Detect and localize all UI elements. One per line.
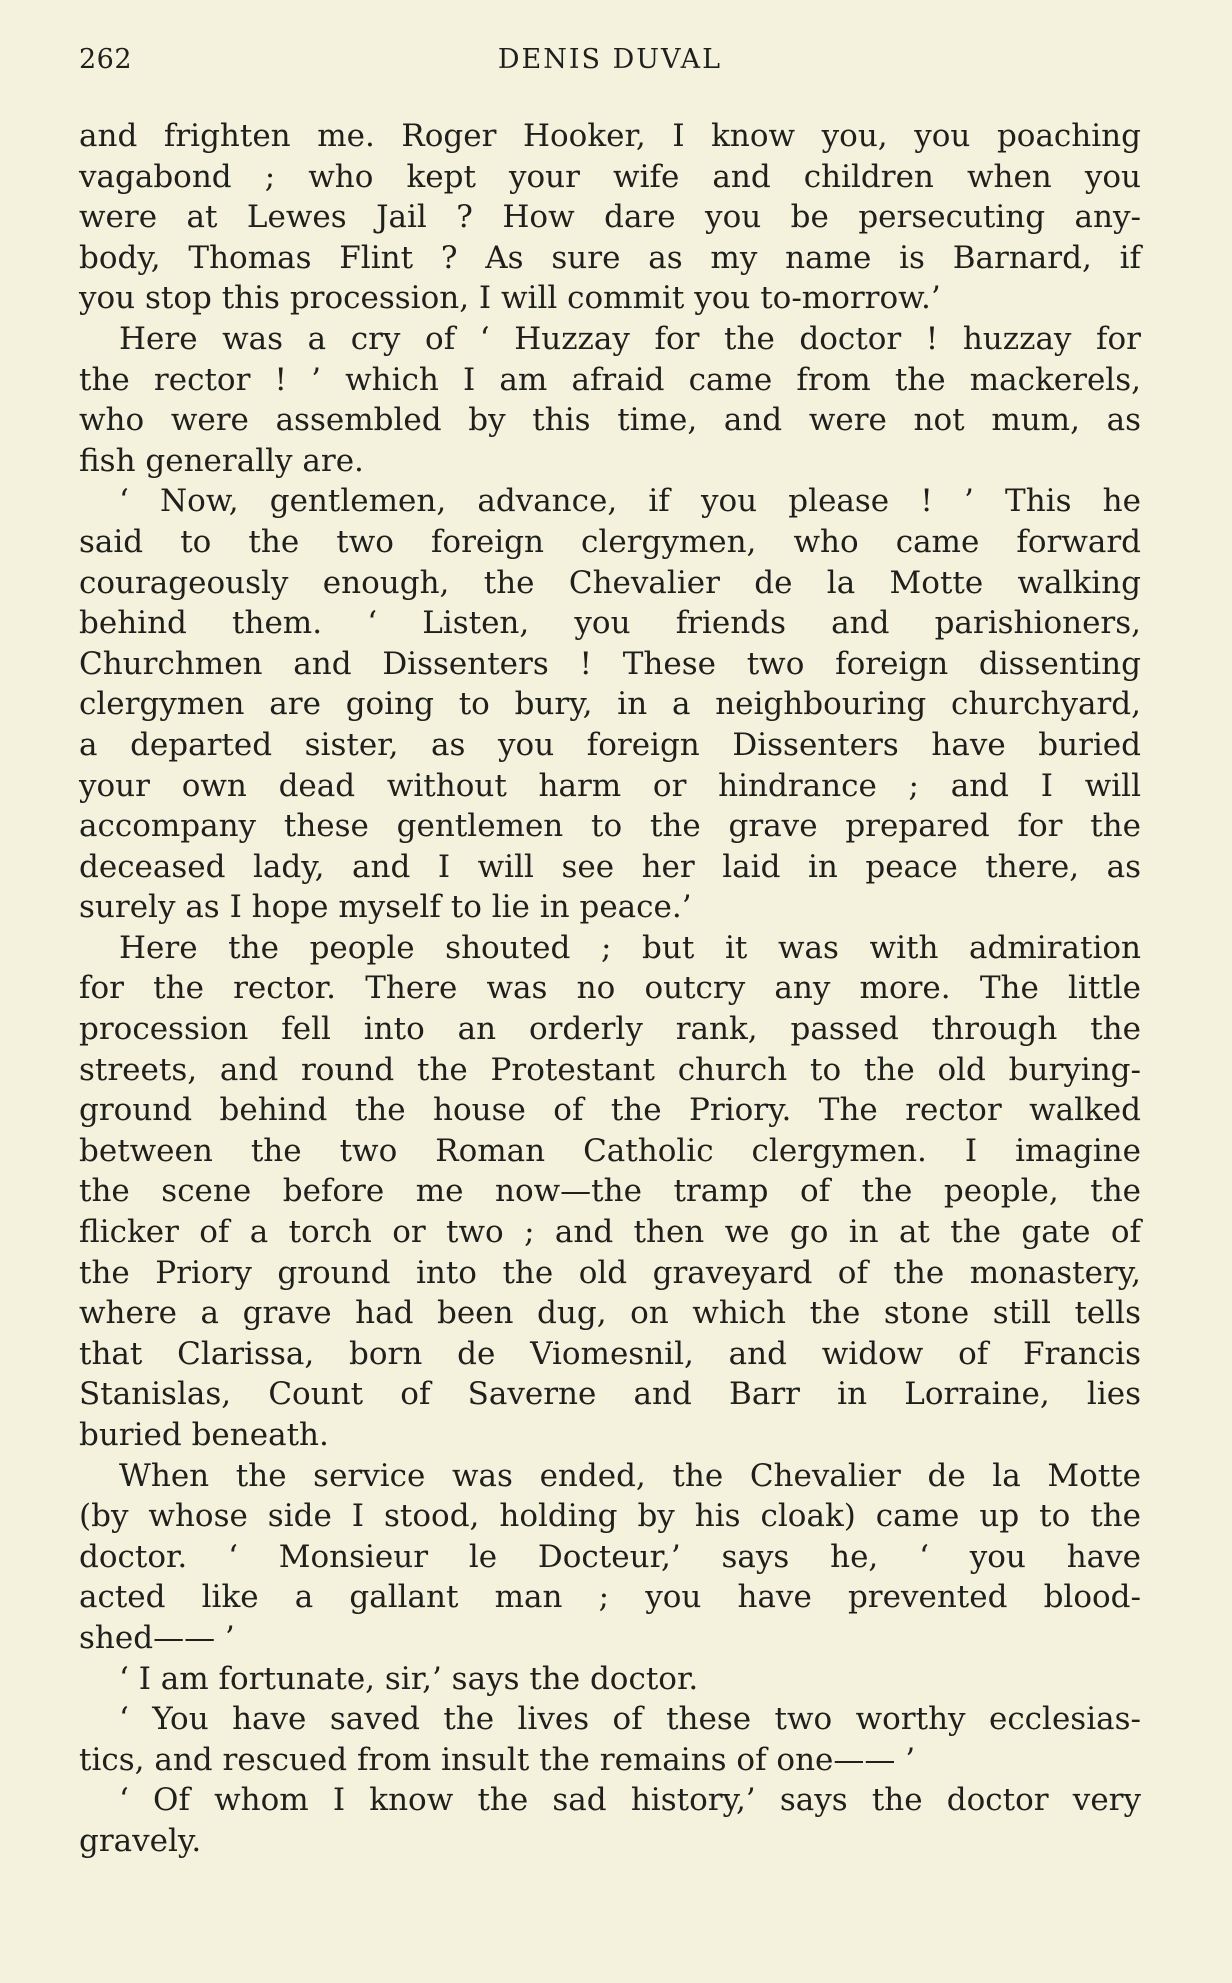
text-line: clergymen are going to bury, in a neighbouring churchyard, <box>79 686 1141 723</box>
text-line: streets, and round the Protestant church to the old burying- <box>79 1051 1141 1088</box>
text-line: acted like a gallant man ; you have prevented blood- <box>79 1579 1141 1616</box>
text-line: body, Thomas Flint ? As sure as my name is Barnard, if <box>79 239 1141 276</box>
text-line: where a grave had been dug, on which the stone still tells <box>79 1295 1141 1332</box>
text-line: surely as I hope myself to lie in peace.’ <box>79 889 692 926</box>
text-line: ground behind the house of the Priory. The rector walked <box>79 1092 1141 1129</box>
text-line: (by whose side I stood, holding by his cloak) came up to the <box>79 1498 1141 1535</box>
text-line: were at Lewes Jail ? How dare you be persecuting any- <box>79 199 1141 236</box>
text-line: Stanislas, Count of Saverne and Barr in Lorraine, lies <box>79 1376 1141 1413</box>
running-head: DENIS DUVAL <box>497 44 723 75</box>
text-line: and frighten me. Roger Hooker, I know you, you poaching <box>79 118 1141 154</box>
text-line: the Priory ground into the old graveyard of the monastery, <box>79 1254 1141 1291</box>
text-line: behind them. ‘ Listen, you friends and parishioners, <box>79 605 1141 642</box>
page-number: 262 <box>79 44 133 75</box>
text-line: vagabond ; who kept your wife and children when you <box>79 158 1141 195</box>
text-line: you stop this procession, I will commit you to-morrow.’ <box>79 280 941 317</box>
text-line: accompany these gentlemen to the grave prepared for the <box>79 808 1141 845</box>
text-line: ‘ Now, gentlemen, advance, if you please ! ’ This he <box>119 483 1141 520</box>
text-line: for the rector. There was no outcry any more. The little <box>79 970 1141 1007</box>
text-line: a departed sister, as you foreign Dissenters have buried <box>79 726 1141 763</box>
page-header <box>79 44 1141 84</box>
text-line: gravely. <box>79 1822 202 1859</box>
text-line: ‘ I am fortunate, sir,’ says the doctor. <box>119 1660 699 1697</box>
text-line: procession fell into an orderly rank, passed through the <box>79 1011 1141 1048</box>
text-line: fish generally are. <box>79 442 364 479</box>
text-line: the rector ! ’ which I am afraid came from the mackerels, <box>79 361 1141 398</box>
text-line: Here the people shouted ; but it was with admiration <box>119 929 1141 966</box>
text-line: doctor. ‘ Monsieur le Docteur,’ says he, ‘ you have <box>79 1538 1141 1575</box>
text-line: Churchmen and Dissenters ! These two foreign dissenting <box>79 645 1141 682</box>
text-line: shed—— ’ <box>79 1619 235 1656</box>
text-line: buried beneath. <box>79 1417 329 1453</box>
text-line: ‘ Of whom I know the sad history,’ says the doctor very <box>119 1782 1141 1819</box>
text-line: deceased lady, and I will see her laid in peace there, as <box>79 848 1141 885</box>
text-line: between the two Roman Catholic clergymen. I imagine <box>79 1132 1141 1169</box>
text-line: tics, and rescued from insult the remains of one—— ’ <box>79 1741 916 1778</box>
text-line: said to the two foreign clergymen, who came forward <box>79 523 1141 560</box>
text-line: who were assembled by this time, and were not mum, as <box>79 402 1141 439</box>
text-line: the scene before me now—the tramp of the people, the <box>79 1173 1141 1210</box>
text-line: your own dead without harm or hindrance ; and I will <box>79 767 1141 804</box>
text-line: When the service was ended, the Chevalier de la Motte <box>119 1457 1141 1494</box>
text-line: ‘ You have saved the lives of these two worthy ecclesias- <box>119 1701 1141 1738</box>
text-line: flicker of a torch or two ; and then we go in at the gate of <box>79 1214 1141 1251</box>
text-line: courageously enough, the Chevalier de la Motte walking <box>79 564 1141 601</box>
text-line: that Clarissa, born de Viomesnil, and widow of Francis <box>79 1335 1141 1372</box>
text-line: Here was a cry of ‘ Huzzay for the doctor ! huzzay for <box>119 320 1141 357</box>
body-text <box>79 116 1141 1862</box>
